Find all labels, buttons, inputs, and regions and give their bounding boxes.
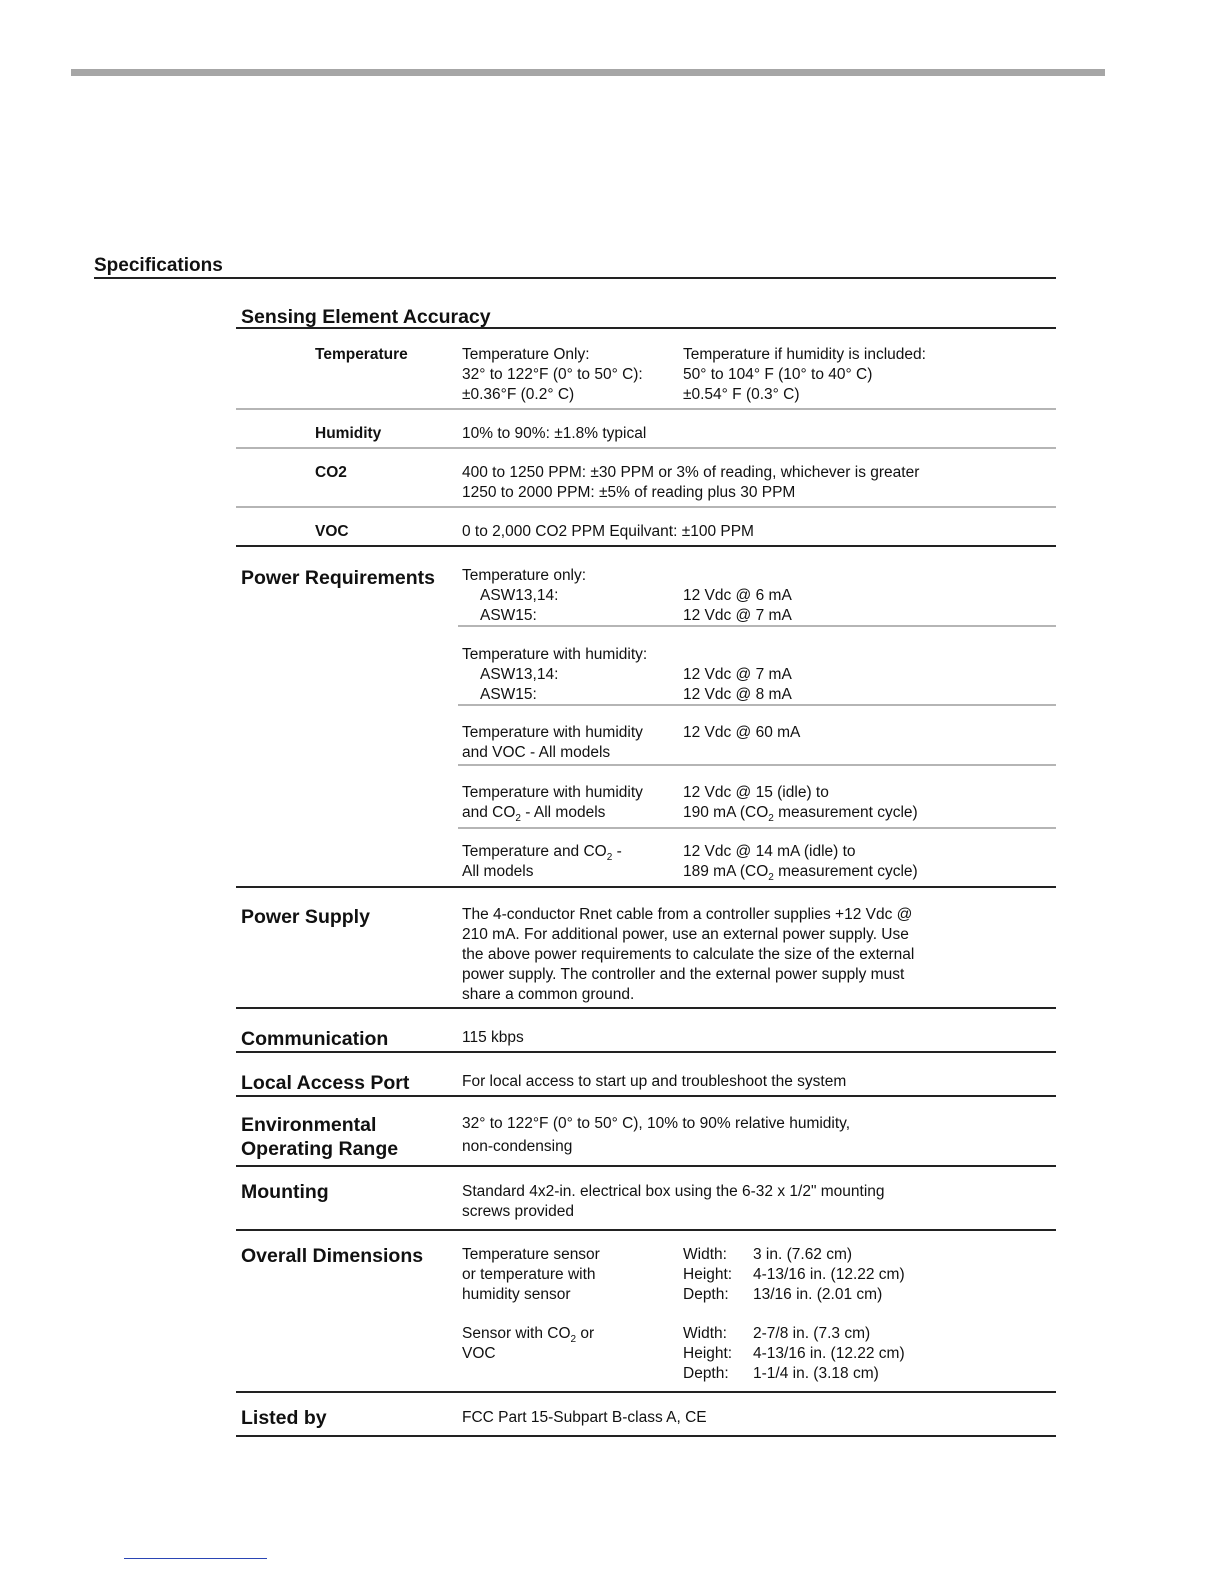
dim-label: Depth: xyxy=(683,1286,729,1303)
section-title-environmental xyxy=(241,1113,398,1161)
spec-line: 400 to 1250 PPM: ±30 PPM or 3% of reading, whichever is greater xyxy=(462,464,920,481)
listed-value: FCC Part 15-Subpart B-class A, CE xyxy=(462,1409,707,1426)
text-part: and CO xyxy=(462,804,516,821)
title-line: Environmental xyxy=(241,1114,377,1136)
text-line: share a common ground. xyxy=(462,986,635,1003)
text-part: or xyxy=(576,1325,595,1342)
text-line xyxy=(462,1324,594,1344)
power-value xyxy=(683,803,918,823)
spec-line: 50° to 104° F (10° to 40° C) xyxy=(683,366,873,383)
spec-line: 1250 to 2000 PPM: ±5% of reading plus 30 PPM xyxy=(462,484,796,501)
text-line: screws provided xyxy=(462,1203,574,1220)
mounting-value xyxy=(462,1182,885,1222)
co2-label: CO2 xyxy=(315,464,347,481)
top-rule-bar xyxy=(71,69,1105,76)
power-group-temp-humidity xyxy=(462,645,647,705)
spec-line: ±0.54° F (0.3° C) xyxy=(683,386,800,403)
power-supply-text xyxy=(462,905,914,1005)
section-rule xyxy=(236,1051,1056,1053)
text-line: VOC xyxy=(462,1345,496,1362)
voc-value: 0 to 2,000 CO2 PPM Equilvant: ±100 PPM xyxy=(462,523,754,540)
spec-line xyxy=(462,842,622,862)
row-divider xyxy=(458,625,1056,627)
temperature-humidity-spec xyxy=(683,345,926,405)
power-value xyxy=(683,862,918,882)
text-line: Standard 4x2-in. electrical box using the 6-32 x 1/2" mounting xyxy=(462,1183,885,1200)
section-rule xyxy=(236,1095,1056,1097)
row-divider xyxy=(458,764,1056,766)
row-divider xyxy=(236,408,1056,410)
power-group-voc xyxy=(462,723,643,763)
text-line: 32° to 122°F (0° to 50° C), 10% to 90% relative humidity, xyxy=(462,1115,851,1132)
local-access-value: For local access to start up and troubleshoot the system xyxy=(462,1073,847,1090)
model-label: ASW13,14: xyxy=(480,666,559,683)
power-value: 12 Vdc @ 8 mA xyxy=(683,686,792,703)
power-group-co2 xyxy=(462,783,643,823)
section-rule xyxy=(236,1435,1056,1437)
dimensions-temp-labels xyxy=(683,1245,732,1305)
power-group-temp-humidity-values xyxy=(683,665,792,705)
section-rule xyxy=(236,545,1056,547)
voc-label: VOC xyxy=(315,523,349,540)
subscript: 2 xyxy=(768,813,774,824)
subscript: 2 xyxy=(606,852,613,863)
power-value: 12 Vdc @ 6 mA xyxy=(683,587,792,604)
temperature-only-spec xyxy=(462,345,643,405)
dimensions-co2-sensor xyxy=(462,1324,594,1364)
dim-value: 4-13/16 in. (12.22 cm) xyxy=(753,1345,905,1362)
spec-line: Temperature with humidity xyxy=(462,724,643,741)
power-group-temp-co2-values xyxy=(683,842,918,882)
row-divider xyxy=(236,447,1056,449)
footer-link-rule xyxy=(124,1558,267,1559)
title-line: Operating Range xyxy=(241,1138,399,1160)
text-part: - xyxy=(612,843,622,860)
row-divider xyxy=(236,506,1056,508)
communication-value: 115 kbps xyxy=(462,1029,524,1046)
section-title-communication: Communication xyxy=(241,1028,389,1050)
text-part: Temperature and CO xyxy=(462,843,607,860)
power-group-temp-only-values xyxy=(683,586,792,626)
text-part: measurement cycle) xyxy=(773,863,918,880)
dim-value: 4-13/16 in. (12.22 cm) xyxy=(753,1266,905,1283)
text-line: the above power requirements to calculate the size of the external xyxy=(462,946,915,963)
power-group-co2-values xyxy=(683,783,918,823)
dim-label: Width: xyxy=(683,1246,727,1263)
subscript: 2 xyxy=(515,813,521,824)
row-divider xyxy=(458,827,1056,829)
dim-label: Width: xyxy=(683,1325,727,1342)
dimensions-temp-values xyxy=(753,1245,905,1305)
section-rule xyxy=(236,327,1056,329)
dim-label: Height: xyxy=(683,1266,733,1283)
dim-value: 1-1/4 in. (3.18 cm) xyxy=(753,1365,879,1382)
section-rule xyxy=(236,1007,1056,1009)
spec-line: Temperature Only: xyxy=(462,346,590,363)
section-title-mounting: Mounting xyxy=(241,1181,329,1203)
spec-line: and VOC - All models xyxy=(462,744,611,761)
spec-line: ±0.36°F (0.2° C) xyxy=(462,386,575,403)
section-rule xyxy=(236,1391,1056,1393)
power-group-temp-only xyxy=(462,566,586,626)
dimensions-co2-labels xyxy=(683,1324,732,1384)
dim-value: 13/16 in. (2.01 cm) xyxy=(753,1286,883,1303)
spec-line: All models xyxy=(462,863,534,880)
text-line: 210 mA. For additional power, use an external power supply. Use xyxy=(462,926,909,943)
temperature-label: Temperature xyxy=(315,346,408,363)
section-title-power-requirements: Power Requirements xyxy=(241,567,435,589)
model-label: ASW13,14: xyxy=(480,587,559,604)
row-divider xyxy=(458,704,1056,706)
text-line: humidity sensor xyxy=(462,1286,571,1303)
spec-line: 32° to 122°F (0° to 50° C): xyxy=(462,366,643,383)
model-label: ASW15: xyxy=(480,686,537,703)
dimensions-co2-values xyxy=(753,1324,905,1384)
text-part: measurement cycle) xyxy=(773,804,918,821)
spec-line: Temperature with humidity: xyxy=(462,646,648,663)
spec-line xyxy=(462,803,643,823)
section-title-overall-dimensions: Overall Dimensions xyxy=(241,1245,424,1267)
dim-value: 2-7/8 in. (7.3 cm) xyxy=(753,1325,871,1342)
section-rule xyxy=(236,886,1056,888)
text-part: 189 mA (CO xyxy=(683,863,769,880)
environmental-value xyxy=(462,1114,850,1157)
dim-label: Depth: xyxy=(683,1365,729,1382)
section-title-sensing: Sensing Element Accuracy xyxy=(241,306,491,328)
humidity-value: 10% to 90%: ±1.8% typical xyxy=(462,425,647,442)
power-value: 12 Vdc @ 15 (idle) to xyxy=(683,784,829,801)
heading-rule xyxy=(94,277,1056,279)
text-part: - All models xyxy=(520,804,606,821)
spec-line: Temperature only: xyxy=(462,567,587,584)
power-value: 12 Vdc @ 14 mA (idle) to xyxy=(683,843,856,860)
power-group-temp-co2 xyxy=(462,842,622,882)
power-value: 12 Vdc @ 7 mA xyxy=(683,666,792,683)
text-part: Sensor with CO xyxy=(462,1325,571,1342)
power-value: 12 Vdc @ 60 mA xyxy=(683,724,801,741)
model-label: ASW15: xyxy=(480,607,537,624)
section-title-listed-by: Listed by xyxy=(241,1407,327,1429)
section-title-local-access-port: Local Access Port xyxy=(241,1072,410,1094)
dim-value: 3 in. (7.62 cm) xyxy=(753,1246,853,1263)
humidity-label: Humidity xyxy=(315,425,382,442)
subscript: 2 xyxy=(768,872,774,883)
section-rule xyxy=(236,1229,1056,1231)
subscript: 2 xyxy=(570,1334,577,1345)
dim-label: Height: xyxy=(683,1345,733,1362)
text-line: non-condensing xyxy=(462,1138,573,1155)
spec-line: Temperature if humidity is included: xyxy=(683,346,926,363)
text-part: 190 mA (CO xyxy=(683,804,769,821)
page-heading: Specifications xyxy=(94,255,223,276)
power-value: 12 Vdc @ 7 mA xyxy=(683,607,792,624)
dimensions-temp-sensor xyxy=(462,1245,600,1305)
text-line: or temperature with xyxy=(462,1266,596,1283)
spec-line: Temperature with humidity xyxy=(462,784,643,801)
text-line: power supply. The controller and the external power supply must xyxy=(462,966,905,983)
co2-value xyxy=(462,463,919,503)
text-line: The 4-conductor Rnet cable from a controller supplies +12 Vdc @ xyxy=(462,906,913,923)
section-title-power-supply: Power Supply xyxy=(241,906,370,928)
section-rule xyxy=(236,1165,1056,1167)
text-line: Temperature sensor xyxy=(462,1246,600,1263)
